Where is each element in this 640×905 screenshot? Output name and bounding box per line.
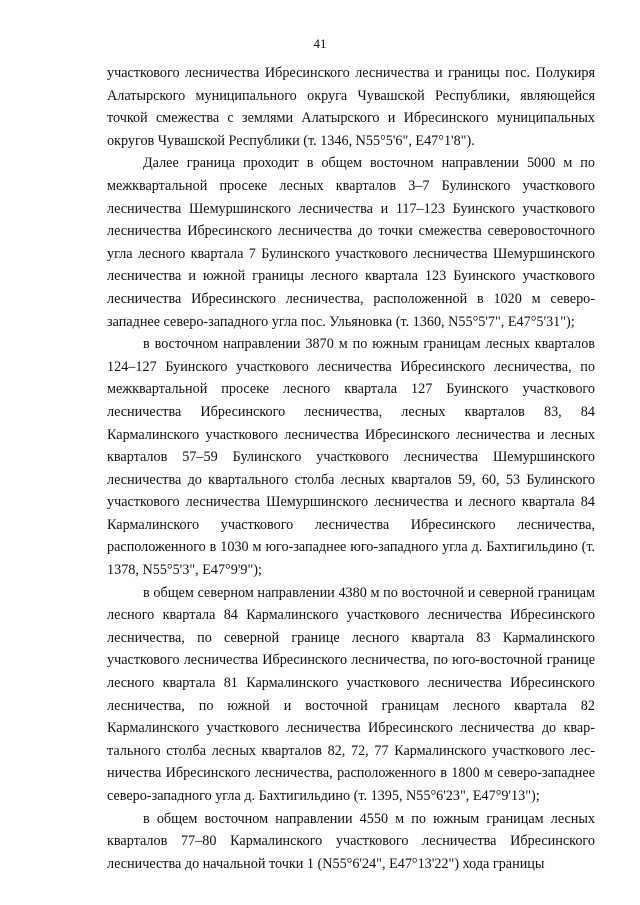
- document-body: [107, 62, 595, 875]
- paragraph-continuation: участкового лесничества Ибресинского лесничества и границы пос. Полукиря Алатырского муниципального округа Чувашской Республики, являющейся точкой смежества с землями Алатырского и Ибресинского муниципальных округов Чувашской Республики (т. 1346, N55°5'6", E47°1'8").: [107, 65, 595, 149]
- page-number: 41: [313, 36, 327, 51]
- paragraph: в восточном направлении 3870 м по южным границам лесных кварталов 124–127 Буинского участкового лесничества Ибресинского лесничества, по межквартальной просеке лесного квартала 127 Буинского участкового лесничества Ибресинского лесничества, лесных кварталов 83, 84 Кармалинского участкового лесничества Ибресинского лесничества и лесных кварталов 57–59 Булинского участкового лесничества Шемуршинского лесничества до квартального столба лесных кварталов 59, 60, 53 Булинского участкового лесничества Шемуршинского лесничества и лесного квартала 84 Кармалинского участкового лесничества Ибресинского лесничества, расположенного в 1030 м юго-западнее юго-западного угла д. Бахтигильдино (т. 1378, N55°5'3", E47°9'9");: [107, 336, 595, 579]
- paragraph: в общем восточном направлении 4550 м по южным границам лесных кварталов 77–80 Кармалинского участкового лесничества Ибресинского лесничества до начальной точки 1 (N55°6'24", E47°13'22") хода границы: [107, 810, 595, 872]
- paragraph: в общем северном направлении 4380 м по восточной и северной границам лесного квартала 84 Кармалинского участкового лесничества Ибресинского лесничества, по северной границе лесного квартала 83 Кармалинского участкового лесничества Ибресинского лесничества, по юго-восточной границе лесного квартала 81 Кармалинского участкового лесничества Ибресинского лесничества, по южной и восточной границам лесного квартала 82 Кармалинского участкового лесничества Ибресинского лесничества до квартального столба лесных кварталов 82, 72, 77 Кармалинского участкового лесничества Ибресинского лесничества, расположенного в 1800 м северо-западнее северо-западного угла д. Бахтигильдино (т. 1395, N55°6'23", E47°9'13");: [107, 584, 595, 804]
- paragraph: Далее граница проходит в общем восточном направлении 5000 м по межквартальной просеке лесных кварталов 3–7 Булинского участкового лесничества Шемуршинского лесничества и 117–123 Буинского участкового лесничества Ибресинского лесничества до точки смежества северовосточного угла лесного квартала 7 Булинского участкового лесничества Шемуршинского лесничества и южной границы лесного квартала 123 Буинского участкового лесничества Ибресинского лесничества, расположенной в 1020 м северо-западнее северо-западного угла пос. Ульяновка (т. 1360, N55°5'7", E47°5'31");: [107, 155, 595, 330]
